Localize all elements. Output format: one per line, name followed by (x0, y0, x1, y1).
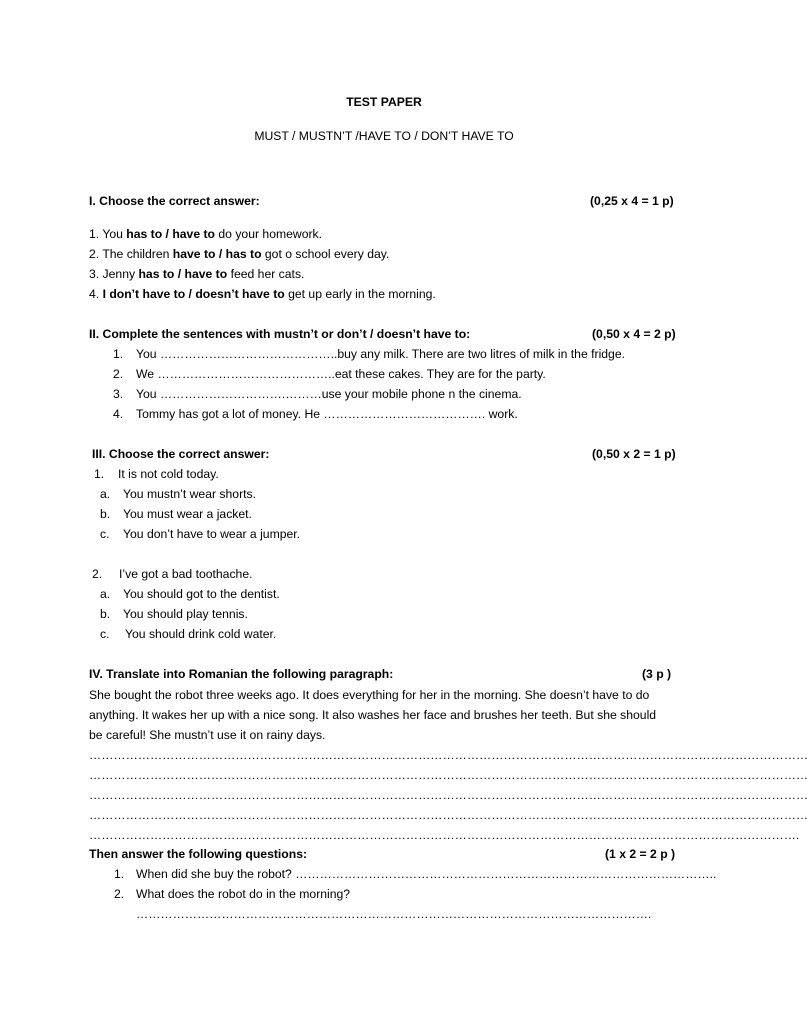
list-item: We ……………………………………..eat these cakes. They are for the party. (136, 367, 546, 381)
option-text: You should drink cold water. (125, 627, 277, 641)
item-number: 1. (113, 347, 124, 361)
list-item: 2. The children have to / has to got o school every day. (89, 247, 390, 261)
list-item: 4. I don’t have to / doesn’t have to get up early in the morning. (89, 287, 436, 301)
option-text: You mustn’t wear shorts. (123, 487, 256, 501)
option-letter: c. (100, 527, 110, 541)
section-5-heading: Then answer the following questions: (89, 847, 308, 861)
list-item: You ……………………………………..buy any milk. There are two litres of milk in the fridge. (136, 347, 625, 361)
page-subtitle: MUST / MUSTN’T /HAVE TO / DON’T HAVE TO (254, 129, 514, 143)
item-number: 2. (114, 887, 125, 901)
item-number: 2. (113, 367, 124, 381)
list-item: 1. You has to / have to do your homework. (89, 227, 323, 241)
answer-dot-line[interactable]: …………………………………………………………………………………………………………………………………………………………… (89, 788, 808, 802)
answer-dot-line[interactable]: …………………………………………………………………………………………………………………………………………………………… (89, 748, 808, 762)
section-3-heading: III. Choose the correct answer: (92, 447, 270, 461)
question-text: It is not cold today. (118, 467, 219, 481)
section-3-points: (0,50 x 2 = 1 p) (592, 447, 676, 461)
question-text: I’ve got a bad toothache. (119, 567, 253, 581)
option-text: You must wear a jacket. (123, 507, 252, 521)
section-2-heading: II. Complete the sentences with mustn’t or don’t / doesn’t have to: (89, 327, 471, 341)
section-1-points: (0,25 x 4 = 1 p) (590, 194, 674, 208)
option-text: You don’t have to wear a jumper. (123, 527, 301, 541)
list-item: 3. Jenny has to / have to feed her cats. (89, 267, 305, 281)
section-5-points: (1 x 2 = 2 p ) (605, 847, 676, 861)
list-item: You ………………………….………use your mobile phone n the cinema. (136, 387, 522, 401)
answer-dot-line[interactable]: ………………………………………………………………………………………………………………. (136, 907, 652, 921)
item-number: 1. (114, 867, 125, 881)
paragraph-line: be careful! She mustn’t use it on rainy days. (89, 728, 326, 742)
option-text: You should play tennis. (123, 607, 248, 621)
question-text: When did she buy the robot? ………………………………………………………………………………………….. (136, 867, 717, 881)
list-item: Tommy has got a lot of money. He …………………………………. work. (136, 407, 518, 421)
section-2-points: (0,50 x 4 = 2 p) (592, 327, 676, 341)
item-number: 1. (94, 467, 105, 481)
item-number: 3. (113, 387, 124, 401)
paragraph-line: She bought the robot three weeks ago. It does everything for her in the morning. She doesn’t have to do (89, 688, 650, 702)
option-letter: b. (100, 507, 111, 521)
option-letter: a. (100, 487, 111, 501)
item-number: 4. (113, 407, 124, 421)
answer-dot-line[interactable]: …………………………………………………………………………………………………………………………………………………………… (89, 808, 808, 822)
option-letter: b. (100, 607, 111, 621)
option-letter: c. (100, 627, 110, 641)
answer-dot-line[interactable]: …………………………………………………………………………………………………………………………………………………………… (89, 768, 808, 782)
section-4-points: (3 p ) (642, 667, 672, 681)
option-text: You should got to the dentist. (123, 587, 280, 601)
option-letter: a. (100, 587, 111, 601)
section-4-heading: IV. Translate into Romanian the following paragraph: (89, 667, 394, 681)
item-number: 2. (92, 567, 103, 581)
section-1-heading: I. Choose the correct answer: (89, 194, 260, 208)
answer-dot-line[interactable]: …………………………………………………………………………………………………………………………………………………………. (89, 828, 800, 842)
paragraph-line: anything. It wakes her up with a nice song. It also washes her face and brushes her teeth. But she should (89, 708, 657, 722)
page-title: TEST PAPER (346, 95, 422, 109)
question-text: What does the robot do in the morning? (136, 887, 351, 901)
